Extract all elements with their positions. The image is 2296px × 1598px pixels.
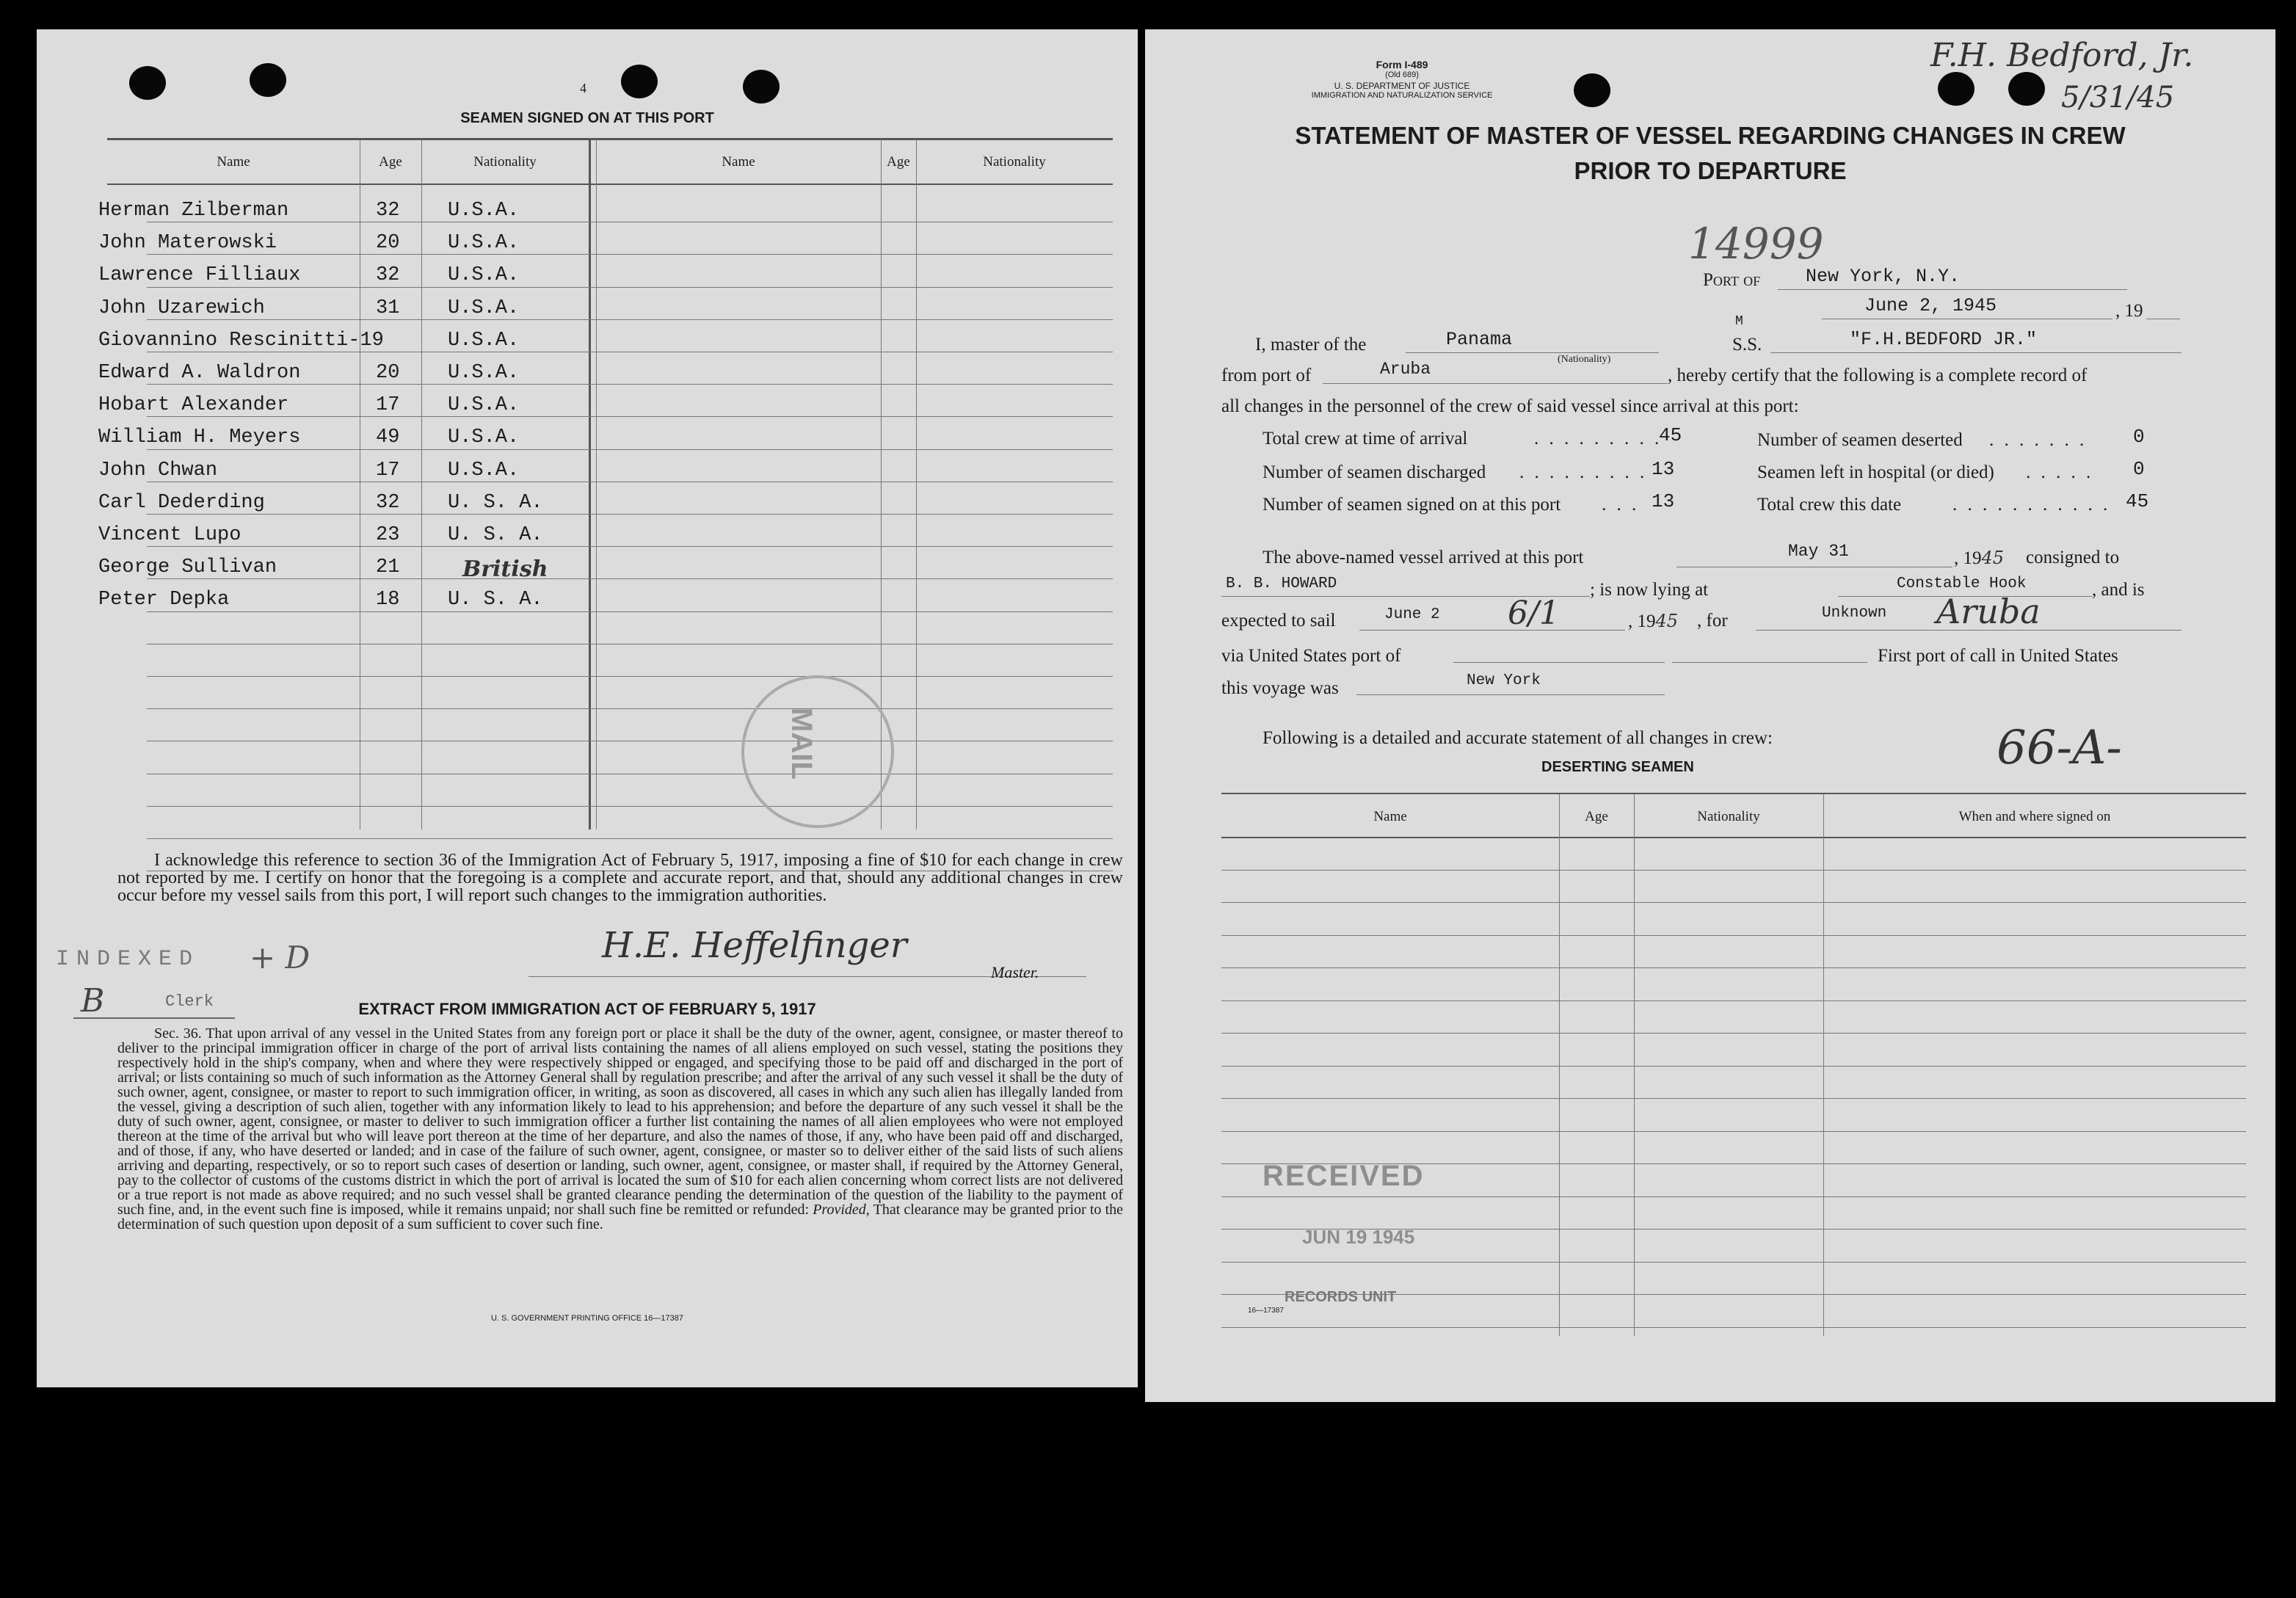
table-rule — [1221, 1000, 2246, 1001]
for-label: , for — [1697, 611, 1728, 631]
table-rule — [147, 578, 1113, 579]
seaman-nationality: U.S.A. — [448, 329, 520, 352]
table-rule — [1221, 1033, 2246, 1034]
handwritten-code: 66-A- — [1997, 721, 2122, 775]
deserted-label: Number of seamen deserted — [1757, 430, 1963, 450]
left-page-title: SEAMEN SIGNED ON AT THIS PORT — [460, 110, 714, 126]
deserted-value: 0 — [2133, 426, 2145, 448]
expected-handwritten: 6/1 — [1508, 595, 1560, 632]
seaman-nationality: U.S.A. — [448, 264, 520, 287]
table-rule — [147, 514, 1113, 515]
deserting-header-nationality: Nationality — [1697, 809, 1760, 824]
port-value: New York, N.Y. — [1806, 266, 1961, 287]
seaman-age: 32 — [376, 264, 400, 287]
from-port-label: from port of — [1221, 366, 1312, 385]
punch-hole — [621, 65, 658, 98]
acknowledgement-text: I acknowledge this reference to section 36 of the Immigration Act of February 5, 1917, imposing a fine of $10 for each change in crew not reported by me. I certify on honor that the foregoing is a complete and accurate report, and that, should any additional changes in crew occur before my vessel sails from this port, I will report such changes to the immigration authorities. — [117, 851, 1123, 905]
printing-office: U. S. GOVERNMENT PRINTING OFFICE 16—17387 — [490, 1314, 684, 1323]
expected-year-prefix: 19 — [1637, 611, 1656, 631]
clerk-label: Clerk — [165, 992, 214, 1011]
table-rule — [1221, 1098, 2246, 1099]
proviso-label: Provided, — [813, 1202, 870, 1218]
received-stamp: RECEIVED — [1263, 1160, 1425, 1192]
from-port-value: Aruba — [1380, 360, 1431, 379]
arrived-year: , 1945 — [1954, 548, 2005, 568]
seaman-age: 49 — [376, 426, 400, 449]
master-label: Master. — [991, 963, 1039, 981]
seaman-age: 18 — [376, 589, 400, 611]
punch-hole — [1938, 72, 1975, 106]
for-handwritten: Aruba — [1936, 592, 2041, 631]
left-page — [37, 29, 1138, 1387]
form-code: 16—17387 — [1248, 1307, 1284, 1315]
table-rule — [1221, 1196, 2246, 1197]
service: IMMIGRATION AND NATURALIZATION SERVICE — [1311, 91, 1493, 100]
column-header-name: Name — [217, 154, 250, 170]
right-page: Form I-489 (Old 689) U. S. DEPARTMENT OF JUSTICE IMMIGRATION AND NATURALIZATION SERVICE F.H. Bedford, Jr. 5/31/45 STATEMENT OF MASTER OF VESSEL REGARDING CHANGES IN CREW PRIOR TO DEPARTURE 14999 Port of New York, N.Y. June 2, 1945 , 19 I, master of the Panama (Nationality) M S.S. "F.H.BEDFORD JR." from port of Aruba , hereby certify that the following is a complete record of all changes in the personnel of the crew of said vessel since arrival at this port: Total crew at time of arrival . . . . . . . . . 45 Number of seamen deserted . . . . . . . 0 Number of seamen discharged . . . . . . . . . 13 Seamen left in hospital (or died) . . . . . 0 Number of seamen signed on at this port . . . 13 Total crew this date . . . . . . . . . . . 45 The above-named vessel arrived at this port May 31 , 1945 consigned to B. B. HOWARD ; is now lying at Constable Hook , and is expected to sail June 2 6/1 , 1945 , for Unknown Aruba via United States port of First port of call in United States this voyage was New York Following is a detailed and accurate statement of all changes in crew: DESERTING SEAMEN 66-A- Name Age Nationality When and where signed on RECEIVED JUN 19 1945 RECORDS UNIT 16—17387 — [1145, 29, 2275, 1402]
deserting-title: DESERTING SEAMEN — [1541, 759, 1694, 775]
punch-hole — [743, 70, 780, 103]
seaman-nationality: British — [462, 556, 548, 583]
handwritten-date: 5/31/45 — [2061, 81, 2175, 115]
punch-hole — [129, 66, 166, 100]
punch-hole — [2008, 72, 2045, 106]
discharged-label: Number of seamen discharged — [1263, 462, 1486, 482]
seaman-name: Giovannino Rescinitti-19 — [98, 329, 384, 352]
page-number: 4 — [580, 81, 586, 95]
seaman-nationality: U.S.A. — [448, 362, 520, 384]
received-date: JUN 19 1945 — [1302, 1226, 1415, 1248]
table-rule — [147, 384, 1113, 385]
seaman-age: 20 — [376, 362, 400, 384]
date-value: June 2, 1945 — [1864, 295, 1997, 316]
year-prefix: 19 — [2124, 301, 2143, 321]
seaman-name: Vincent Lupo — [98, 524, 241, 546]
discharged-value: 13 — [1652, 458, 1675, 480]
seaman-age: 21 — [376, 556, 400, 579]
master-of-the-label: I, master of the — [1255, 335, 1367, 355]
extract-title: EXTRACT FROM IMMIGRATION ACT OF FEBRUARY 5, 1917 — [358, 1000, 816, 1018]
voyage-value: New York — [1467, 672, 1541, 689]
lying-value: Constable Hook — [1897, 575, 2027, 592]
form-title-line1: STATEMENT OF MASTER OF VESSEL REGARDING CHANGES IN CREW — [1295, 122, 2126, 149]
postmark-mail-text: MAIL — [785, 708, 818, 780]
handwritten-vessel-note: F.H. Bedford, Jr. — [1930, 37, 2194, 74]
deserting-header-age: Age — [1585, 809, 1608, 824]
table-rule — [147, 676, 1113, 677]
seaman-nationality: U.S.A. — [448, 459, 520, 482]
arrived-label: The above-named vessel arrived at this port — [1263, 548, 1584, 567]
table-rule — [147, 611, 1113, 612]
column-header-nationality-2: Nationality — [983, 154, 1046, 170]
table-rule — [147, 449, 1113, 450]
via-label: via United States port of — [1221, 646, 1401, 666]
lying-label: ; is now lying at — [1590, 580, 1709, 600]
signed-on-value: 13 — [1652, 490, 1675, 512]
column-header-age: Age — [379, 154, 402, 170]
table-rule — [1221, 870, 2246, 871]
seaman-name: Herman Zilberman — [98, 200, 289, 222]
column-header-age-2: Age — [887, 154, 910, 170]
seaman-age: 32 — [376, 200, 400, 222]
old-form: (Old 689) — [1385, 70, 1419, 79]
deserting-header-name: Name — [1373, 809, 1407, 824]
arrived-year-suffix: 45 — [1981, 548, 2005, 568]
seaman-nationality: U.S.A. — [448, 297, 520, 319]
table-rule — [1221, 967, 2246, 968]
seaman-age: 17 — [376, 459, 400, 482]
consignee-value: B. B. HOWARD — [1226, 575, 1337, 592]
consigned-label: consigned to — [2026, 548, 2120, 567]
voyage-label: this voyage was — [1221, 678, 1339, 698]
date-year-prefix: , 19 — [2115, 301, 2143, 321]
indexed-initials: + D — [250, 940, 310, 976]
table-rule — [1221, 935, 2246, 936]
sec-label: Sec. 36. — [154, 1025, 202, 1042]
form-number: Form I-489 — [1376, 59, 1428, 70]
extract-text: That upon arrival of any vessel in the United States from any foreign port or place it shall be the duty of the owner, agent, consignee, or master thereof to deliver to the principal immigration officer in charge of the port of arrival lists containing the names of all aliens employed on such vessel, stating the positions they respectively hold in the ship's company, when and where they were respectively shipped or engaged, and specifying those to be paid off and discharged in the port of arrival; or lists containing so much of such information as the Attorney General shall by regulation prescribe; and after the arrival of any such vessel it shall be the duty of such owner, agent, consignee, or master to report to such immigration officer, in writing, as soon as discovered, all cases in which any such alien has illegally landed from the vessel, giving a description of such alien, together with any information likely to lead to his apprehension; and before the departure of any such vessel it shall be the duty of such owner, agent, consignee, or master to deliver to such immigration officer a further list containing the names of all alien employees who were not employed thereon at the time of the arrival but who will leave port thereon at the time of her departure, and also the names of those, if any, who have been paid off and discharged, and of those, if any, who have deserted or landed; and in case of the failure of such owner, agent, consignee, or master so to deliver either of the said lists of such aliens arriving and departing, respectively, or so to report such cases of desertion or landing, such owner, agent, consignee, or master shall, if required by the Attorney General, pay to the collector of customs of the customs district in which the port of arrival is located the sum of $10 for each alien concerning whom correct lists are not delivered or a true report is not made as above required; and no such vessel shall be granted clearance pending the determination of the question of the liability to the payment of such fine, and, in the event such fine is imposed, while it remains unpaid; nor shall such fine be remitted or refunded: — [117, 1025, 1123, 1218]
table-rule — [1221, 1131, 2246, 1132]
department: U. S. DEPARTMENT OF JUSTICE — [1334, 81, 1470, 91]
nationality-value: Panama — [1446, 329, 1513, 350]
seaman-nationality: U. S. A. — [448, 589, 543, 611]
column-header-name-2: Name — [722, 154, 755, 170]
table-rule — [147, 319, 1113, 320]
table-rule — [1221, 1262, 2246, 1263]
proviso-text: That clearance may be granted prior to the determination of such question upon deposit of a sum sufficient to cover such fine. — [117, 1202, 1124, 1232]
seaman-name: William H. Meyers — [98, 426, 301, 449]
clerk-initial: B — [81, 982, 105, 1020]
arrived-value: May 31 — [1788, 542, 1849, 561]
seaman-nationality: U.S.A. — [448, 232, 520, 255]
seaman-name: John Uzarewich — [98, 297, 265, 319]
seaman-name: Carl Dederding — [98, 491, 265, 514]
expected-year: , 1945 — [1628, 611, 1679, 631]
table-rule — [1221, 1066, 2246, 1067]
table-rule — [147, 287, 1113, 288]
extract-text-block — [117, 1026, 1123, 1232]
file-number: 14999 — [1688, 219, 1824, 269]
first-port-label: First port of call in United States — [1878, 646, 2118, 666]
seaman-name: Edward A. Waldron — [98, 362, 301, 384]
hospital-value: 0 — [2133, 458, 2145, 480]
following-text: Following is a detailed and accurate statement of all changes in crew: — [1263, 728, 1773, 748]
vessel-type-mark: M — [1735, 314, 1743, 329]
for-value: Unknown — [1822, 605, 1887, 622]
and-is-label: , and is — [2092, 580, 2145, 600]
table-rule — [147, 416, 1113, 417]
table-rule — [147, 708, 1113, 709]
hospital-label: Seamen left in hospital (or died) — [1757, 462, 1994, 482]
seaman-name: Peter Depka — [98, 589, 230, 611]
certify-text: , hereby certify that the following is a complete record of — [1668, 366, 2088, 385]
expected-value: June 2 — [1384, 606, 1440, 623]
indexed-stamp: INDEXED — [56, 947, 200, 972]
seaman-age: 23 — [376, 524, 400, 546]
records-unit-stamp: RECORDS UNIT — [1285, 1289, 1397, 1305]
seaman-age: 17 — [376, 394, 400, 417]
vessel-type: S.S. — [1732, 335, 1762, 355]
seaman-name: Hobart Alexander — [98, 394, 289, 417]
table-rule — [147, 254, 1113, 255]
punch-hole — [250, 63, 286, 97]
table-rule — [147, 546, 1113, 547]
expected-label: expected to sail — [1221, 611, 1336, 631]
column-header-nationality: Nationality — [473, 154, 537, 170]
punch-hole — [1574, 73, 1610, 107]
signed-on-label: Number of seamen signed on at this port — [1263, 495, 1561, 515]
seaman-name: Lawrence Filliaux — [98, 264, 301, 287]
table-rule — [147, 838, 1113, 839]
vessel-name: "F.H.BEDFORD JR." — [1850, 329, 2038, 350]
seaman-nationality: U.S.A. — [448, 394, 520, 417]
seaman-name: George Sullivan — [98, 556, 277, 579]
certify-text-2: all changes in the personnel of the crew of said vessel since arrival at this port: — [1221, 396, 1799, 416]
arrived-year-prefix: 19 — [1963, 548, 1982, 568]
total-date-value: 45 — [2126, 490, 2149, 512]
seaman-name: John Chwan — [98, 459, 218, 482]
total-arrival-value: 45 — [1659, 424, 1682, 446]
seaman-age: 20 — [376, 232, 400, 255]
table-rule — [1221, 902, 2246, 903]
expected-year-suffix: 45 — [1655, 611, 1679, 631]
seaman-name: John Materowski — [98, 232, 277, 255]
seaman-age: 32 — [376, 491, 400, 514]
master-signature: H.E. Heffelfinger — [602, 925, 907, 966]
port-label: Port of — [1703, 270, 1761, 290]
table-rule — [1221, 1327, 2246, 1328]
seaman-nationality: U. S. A. — [448, 491, 543, 514]
total-arrival-label: Total crew at time of arrival — [1263, 429, 1468, 448]
seaman-nationality: U. S. A. — [448, 524, 543, 546]
seaman-nationality: U.S.A. — [448, 200, 520, 222]
deserting-header-signed-on: When and where signed on — [1958, 809, 2111, 824]
seaman-nationality: U.S.A. — [448, 426, 520, 449]
total-date-label: Total crew this date — [1757, 495, 1902, 515]
table-rule — [147, 806, 1113, 807]
nationality-caption: (Nationality) — [1558, 354, 1611, 365]
seaman-age: 31 — [376, 297, 400, 319]
form-title-line2: PRIOR TO DEPARTURE — [1574, 157, 1847, 184]
postmark-stamp — [741, 675, 894, 828]
